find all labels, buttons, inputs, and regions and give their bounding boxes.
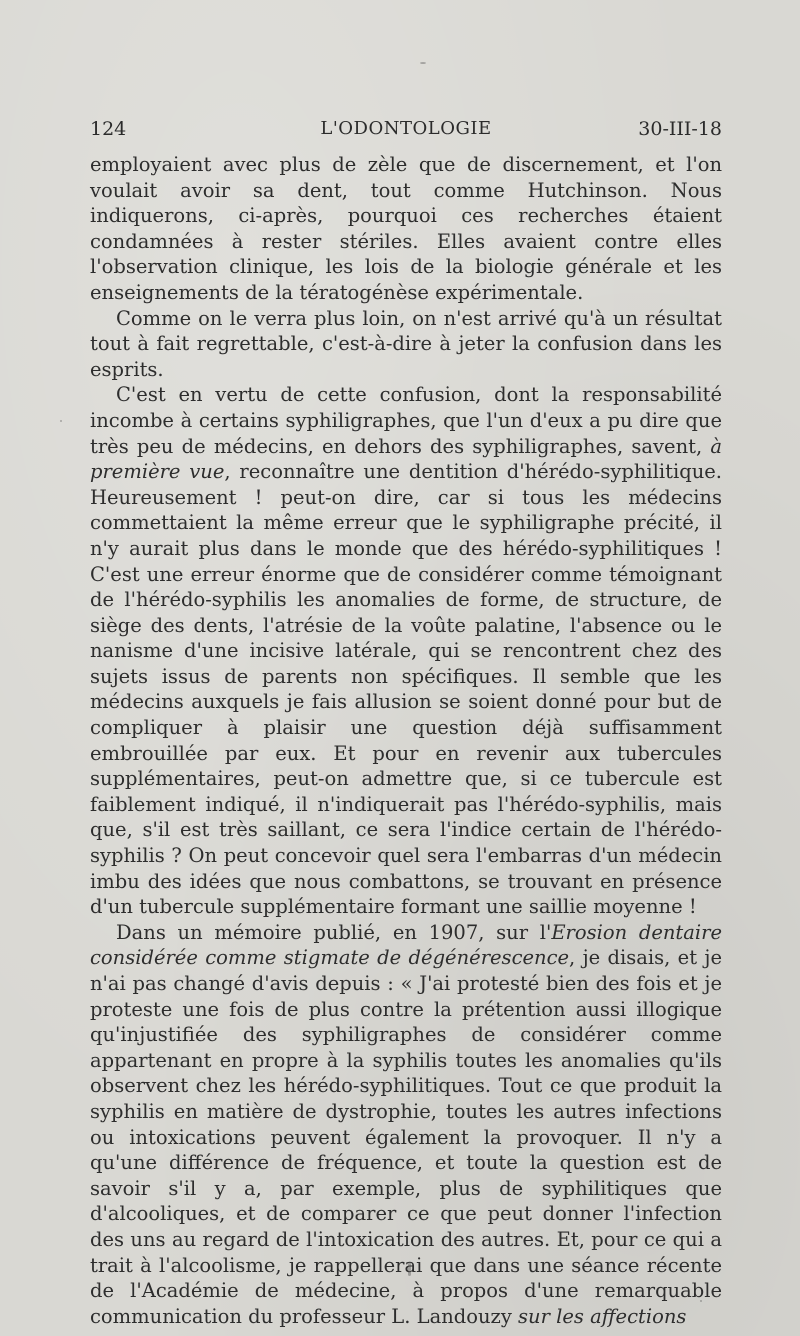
paragraph-4-italic-title: Erosion dentaire considérée comme stigmate de dégénérescence [90,920,722,970]
paragraph-4-italic-end: sur les affections [518,1304,687,1328]
paragraph-2 [90,306,722,383]
paragraph-1 [90,152,722,306]
paragraph-3-text-a: C'est en vertu de cette confusion, dont la responsabilité incombe à certains syphiligraphes, que l'un d'eux a pu dire que très peu de médecins, en dehors des syphiligraphes, savent, [90,383,722,458]
paragraph-3 [90,382,722,919]
body-text [90,152,722,1329]
paragraph-4-text-b: , je disais, et je n'ai pas changé d'avis depuis : « J'ai protesté bien des fois et je proteste une fois de plus contre la prétention aussi illogique qu'injustifiée des syphiligraphes de considérer comme appartenant en propre à la syphilis toutes les anomalies qu'ils observent chez les hérédo-syphilitiques. Tout ce que produit la syphilis en matière de dystrophie, toutes les autres infections ou intoxications peuvent également la provoquer. Il n'y a qu'une différence de fréquence, et toute la question est de savoir s'il y a, par exemple, plus de syphilitiques que d'alcooliques, et de comparer ce que peut donner l'infection des uns au regard de l'intoxication des autres. Et, pour ce qui a trait à l'alcoolisme, je rappellerai que dans une séance récente de l'Académie de médecine, à propos d'une remarquable communication du professeur L. Landouzy [90,946,722,1328]
running-header [90,118,722,146]
issue-date: 30-III-18 [638,118,722,140]
paragraph-3-text-b: , reconnaître une dentition d'hérédo-syphilitique. Heureusement ! peut-on dire, car si tous les médecins commettaient la même erreur que le syphiligraphe précité, il n'y aurait plus dans le monde que des hérédo-syphilitiques ! C'est une erreur énorme que de considérer comme témoignant de l'hérédo-syphilis les anomalies de forme, de structure, de siège des dents, l'atrésie de la voûte palatine, l'absence ou le nanisme d'une incisive latérale, qui se rencontrent chez des sujets issus de parents non spécifiques. Il semble que les médecins auxquels je fais allusion se soient donné pour but de compliquer à plaisir une question déjà suffisamment embrouillée par eux. Et pour en revenir aux tubercules supplémentaires, peut-on admettre que, si ce tubercule est faiblement indiqué, il n'indiquerait pas l'hérédo-syphilis, mais que, s'il est très saillant, ce sera l'indice certain de l'hérédo-syphilis ? On peut concevoir quel sera l'embarras d'un médecin imbu des idées que nous combattons, se trouvant en présence d'un tubercule supplémentaire formant une saillie moyenne ! [90,460,722,919]
journal-title: L'ODONTOLOGIE [320,118,492,139]
paragraph-4 [90,920,722,1330]
paragraph-3-italic-phrase: à première vue [90,434,722,484]
paper-speck [420,62,426,64]
paper-speck [60,420,62,422]
paragraph-1-text: employaient avec plus de zèle que de discernement, et l'on voulait avoir sa dent, tout comme Hutchinson. Nous indiquerons, ci-après, pourquoi ces recherches étaient condamnées à rester stériles. Elles avaient contre elles l'observation clinique, les lois de la biologie générale et les enseignements de la tératogénèse expérimentale. [90,153,722,304]
paper-speck [700,1300,702,1302]
paragraph-2-text: Comme on le verra plus loin, on n'est arrivé qu'à un résultat tout à fait regrettable, c'est-à-dire à jeter la confusion dans les esprits. [90,306,722,381]
paper-speck [408,1262,411,1276]
page-number: 124 [90,118,127,140]
paragraph-4-text-a: Dans un mémoire publié, en 1907, sur l' [116,920,552,944]
